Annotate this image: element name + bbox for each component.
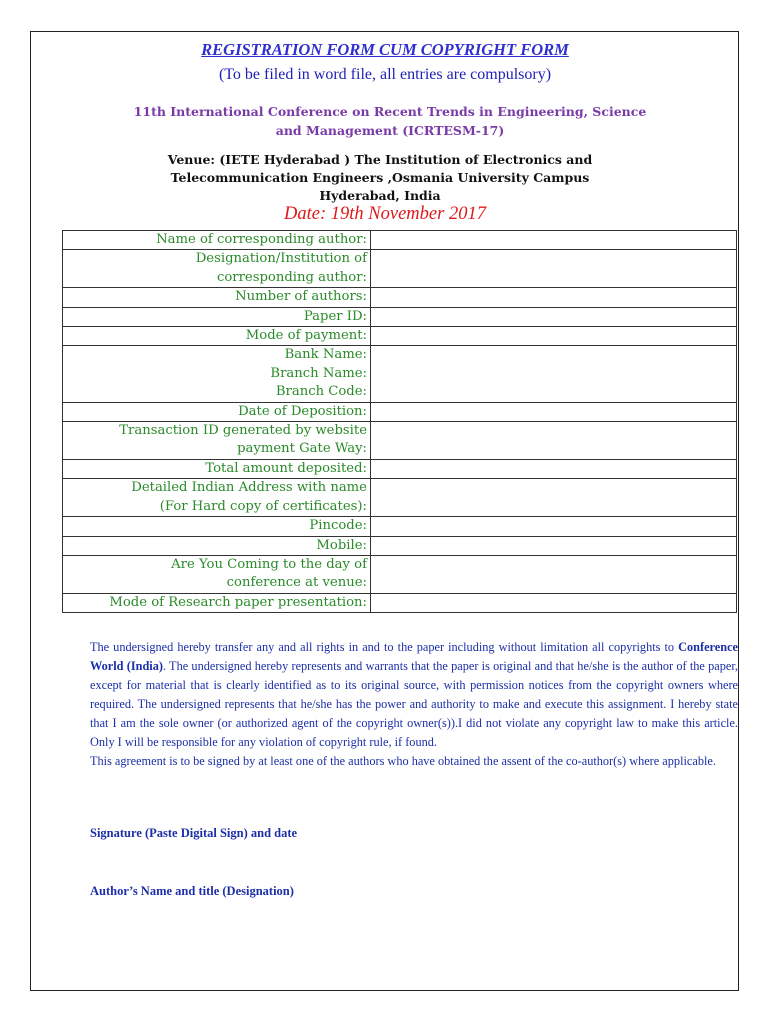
form-field-label	[63, 346, 371, 402]
form-field-label-line: (For Hard copy of certificates):	[159, 498, 367, 514]
conference-name	[90, 102, 690, 140]
form-field-input[interactable]	[371, 459, 737, 478]
form-field-label	[63, 479, 371, 517]
form-field-label	[63, 555, 371, 593]
form-field-label	[63, 422, 371, 460]
form-row	[63, 346, 737, 402]
agreement-paragraph-2: This agreement is to be signed by at least one of the authors who have obtained the assent of the co-author(s) where applicable.	[90, 754, 716, 768]
form-row	[63, 288, 737, 307]
form-row	[63, 593, 737, 612]
form-row	[63, 555, 737, 593]
venue-line-1: Venue: (IETE Hyderabad ) The Institution of Electronics and	[167, 152, 593, 167]
form-field-input[interactable]	[371, 517, 737, 536]
form-field-label-line: Mode of payment:	[245, 328, 367, 344]
conference-line-1: 11th International Conference on Recent Trends in Engineering, Science	[133, 104, 647, 119]
form-field-label	[63, 593, 371, 612]
form-field-input[interactable]	[371, 593, 737, 612]
venue-line-3: Hyderabad, India	[319, 188, 441, 203]
form-field-label-line: Mode of Research paper presentation:	[109, 594, 367, 610]
form-field-label-line: corresponding author:	[216, 269, 367, 285]
form-field-label-line: Branch Code:	[275, 384, 367, 400]
form-field-label-line: Transaction ID generated by website	[119, 423, 367, 439]
conference-date: Date: 19th November 2017	[284, 204, 486, 224]
form-field-label	[63, 536, 371, 555]
venue	[90, 151, 670, 205]
publisher-name: Conference World (India)	[90, 640, 739, 673]
form-field-label-line: Detailed Indian Address with name	[131, 480, 367, 496]
form-field-input[interactable]	[371, 327, 737, 346]
form-field-input[interactable]	[371, 422, 737, 460]
form-field-label	[63, 231, 371, 250]
form-field-input[interactable]	[371, 555, 737, 593]
form-field-label-line: Are You Coming to the day of	[171, 556, 367, 572]
form-row	[63, 422, 737, 460]
conference-line-2: and Management (ICRTESM-17)	[275, 123, 505, 138]
agreement-paragraph-1	[90, 638, 738, 752]
form-subtitle: (To be filed in word file, all entries are compulsory)	[218, 66, 552, 83]
form-field-label-line: Total amount deposited:	[205, 460, 367, 476]
form-field-input[interactable]	[371, 288, 737, 307]
form-field-label	[63, 459, 371, 478]
form-field-label-line: Number of authors:	[235, 289, 367, 305]
form-row	[63, 307, 737, 326]
author-label: Author’s Name and title (Designation)	[90, 884, 294, 898]
form-field-label-line: Branch Name:	[270, 365, 367, 381]
form-row	[63, 479, 737, 517]
form-field-label-line: conference at venue:	[226, 575, 367, 591]
registration-table	[62, 230, 737, 613]
form-field-label	[63, 402, 371, 421]
form-field-label-line: Mobile:	[316, 537, 367, 553]
form-title: REGISTRATION FORM CUM COPYRIGHT FORM	[201, 40, 569, 59]
form-row	[63, 402, 737, 421]
form-field-input[interactable]	[371, 402, 737, 421]
form-field-input[interactable]	[371, 346, 737, 402]
form-field-input[interactable]	[371, 250, 737, 288]
form-row	[63, 250, 737, 288]
agreement-text-1: The undersigned hereby transfer any and all rights in and to the paper including without limitation all copyrights to	[90, 640, 675, 654]
form-field-label	[63, 250, 371, 288]
form-row	[63, 459, 737, 478]
signature-label: Signature (Paste Digital Sign) and date	[90, 826, 298, 840]
form-field-label-line: Pincode:	[309, 518, 367, 534]
form-field-label-line: Bank Name:	[284, 347, 367, 363]
form-field-input[interactable]	[371, 479, 737, 517]
form-field-input[interactable]	[371, 536, 737, 555]
agreement-text-2: . The undersigned hereby represents and warrants that the paper is original and that he/she is the author of the paper, except for material that is clearly identified as to its original source, with permission notices from the copyright owners where required. The undersigned represents that he/she has the power and authority to make and execute this assignment. I hereby state that I am the sole owner (or authorized agent of the copyright owner(s)).I did not violate any copyright law to make this article. Only I will be responsible for any violation of copyright rule, if found.	[90, 659, 738, 749]
form-row	[63, 536, 737, 555]
form-field-label-line: Designation/Institution of	[195, 251, 367, 267]
form-field-label-line: Name of corresponding author:	[156, 232, 367, 247]
form-row	[63, 517, 737, 536]
form-field-label-line: Paper ID:	[303, 308, 367, 324]
form-row	[63, 327, 737, 346]
form-field-label	[63, 327, 371, 346]
form-field-label	[63, 517, 371, 536]
form-field-label-line: payment Gate Way:	[237, 441, 367, 457]
form-field-label	[63, 288, 371, 307]
venue-line-2: Telecommunication Engineers ,Osmania University Campus	[170, 170, 590, 185]
form-field-input[interactable]	[371, 231, 737, 250]
form-field-label	[63, 307, 371, 326]
form-field-label-line: Date of Deposition:	[238, 403, 367, 419]
form-field-input[interactable]	[371, 307, 737, 326]
copyright-agreement	[90, 638, 738, 771]
form-row	[63, 231, 737, 250]
